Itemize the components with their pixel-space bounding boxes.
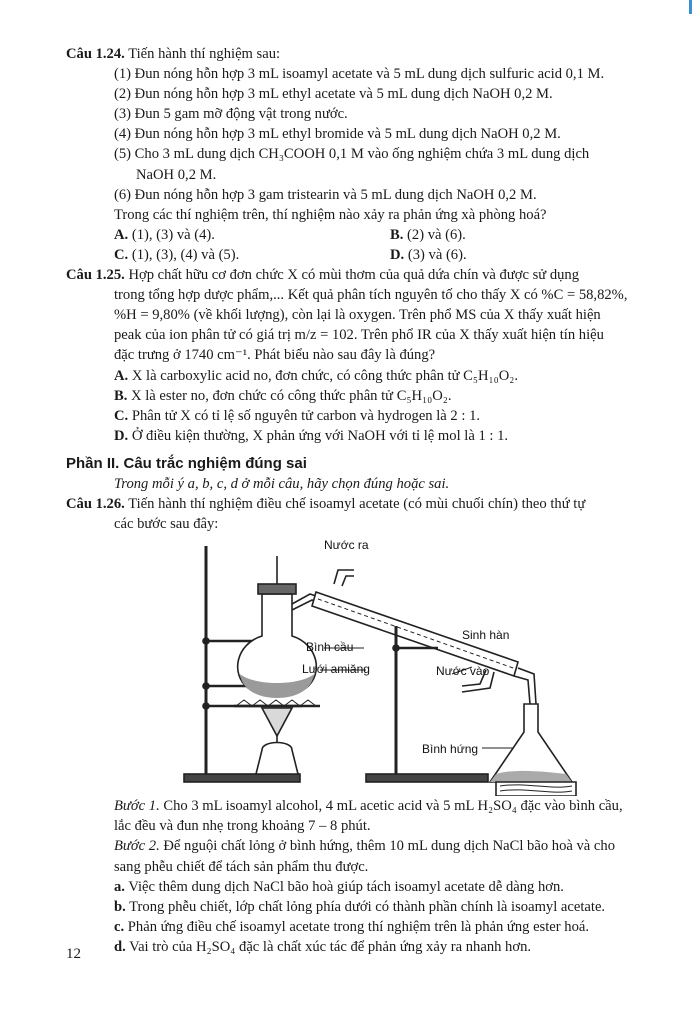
question-line: các bước sau đây: bbox=[114, 516, 219, 533]
step-1-line bbox=[66, 796, 666, 816]
option-d[interactable]: D. Ở điều kiện thường, X phản ứng với NaOH với tỉ lệ mol là 1 : 1. bbox=[114, 427, 509, 444]
label-gauze: Lưới amiăng bbox=[302, 662, 370, 677]
statement-c[interactable]: c. Phản ứng điều chế isoamyl acetate trong thí nghiệm trên là phản ứng ester hoá. bbox=[114, 918, 589, 935]
page-content bbox=[66, 44, 666, 957]
section-title: Phần II. Câu trắc nghiệm đúng sai bbox=[66, 454, 307, 472]
question-line: trong tổng hợp dược phẩm,... Kết quả phân tích nguyên tố cho thấy X có %C = 58,82%, bbox=[114, 287, 628, 304]
question-line: %H = 9,80% (về khối lượng), còn lại là oxygen. Trên phổ MS của X thấy xuất hiện bbox=[114, 307, 601, 324]
question-1-26 bbox=[66, 494, 666, 957]
option-c[interactable]: C. Phân tử X có tỉ lệ số nguyên tử carbon và hydrogen là 2 : 1. bbox=[114, 407, 481, 424]
question-label: Câu 1.25. bbox=[66, 267, 125, 284]
distillation-apparatus-figure bbox=[66, 536, 666, 796]
label-receiver: Bình hứng bbox=[422, 742, 479, 757]
option-b[interactable]: B. (2) và (6). bbox=[390, 226, 466, 243]
statement-b[interactable]: b. Trong phễu chiết, lớp chất lỏng phía dưới có thành phần chính là isoamyl acetate. bbox=[114, 898, 606, 915]
label-condenser: Sinh hàn bbox=[462, 628, 510, 643]
question-label: Câu 1.24. bbox=[66, 46, 125, 62]
page-number: 12 bbox=[66, 946, 81, 962]
question-prompt: Trong các thí nghiệm trên, thí nghiệm nào xảy ra phản ứng xà phòng hoá? bbox=[114, 206, 547, 223]
question-line: Tiến hành thí nghiệm điều chế isoamyl acetate (có mùi chuối chín) theo thứ tự bbox=[128, 496, 586, 513]
option-c[interactable]: C. (1), (3), (4) và (5). bbox=[114, 246, 240, 263]
experiment-item-4: (4) Đun nóng hỗn hợp 3 mL ethyl bromide và 5 mL dung dịch NaOH 0,2 M. bbox=[114, 126, 561, 143]
statement-a[interactable]: a. Việc thêm dung dịch NaCl bão hoà giúp tách isoamyl acetate dễ dàng hơn. bbox=[114, 878, 564, 895]
section-instruction: Trong mỗi ý a, b, c, d ở mỗi câu, hãy chọn đúng hoặc sai. bbox=[114, 475, 450, 492]
step-2-label: Bước 2. bbox=[114, 838, 160, 855]
experiment-item-5: (5) Cho 3 mL dung dịch CH₃COOH 0,1 M vào ống nghiệm chứa 3 mL dung dịch bbox=[114, 146, 590, 163]
step-2-cont: sang phễu chiết để tách sản phẩm thu được. bbox=[114, 858, 369, 875]
experiment-item-3: (3) Đun 5 gam mỡ động vật trong nước. bbox=[114, 106, 348, 123]
options-row bbox=[66, 225, 666, 245]
question-1-24 bbox=[66, 44, 666, 265]
option-a[interactable]: A. X là carboxylic acid no, đơn chức, có công thức phân tử C₅H₁₀O₂. bbox=[114, 367, 518, 384]
step-1-text: Cho 3 mL isoamyl alcohol, 4 mL acetic acid và 5 mL H₂SO₄ đặc vào bình cầu, bbox=[163, 798, 623, 815]
step-1-cont: lắc đều và đun nhẹ trong khoảng 7 – 8 phút. bbox=[114, 818, 371, 835]
option-b[interactable]: B. X là ester no, đơn chức có công thức phân tử C₅H₁₀O₂. bbox=[114, 387, 452, 404]
question-label: Câu 1.26. bbox=[66, 496, 125, 513]
statement-d[interactable]: d. Vai trò của H₂SO₄ đặc là chất xúc tác để phản ứng xảy ra nhanh hơn. bbox=[114, 938, 532, 955]
question-1-25 bbox=[66, 265, 666, 446]
step-1-label: Bước 1. bbox=[114, 798, 160, 815]
experiment-item-1: (1) Đun nóng hỗn hợp 3 mL isoamyl acetate và 5 mL dung dịch sulfuric acid 0,1 M. bbox=[114, 66, 605, 83]
experiment-item-5-cont: NaOH 0,2 M. bbox=[136, 166, 217, 183]
experiment-item-6: (6) Đun nóng hỗn hợp 3 gam tristearin và 5 mL dung dịch NaOH 0,2 M. bbox=[114, 186, 537, 203]
step-2-text: Để nguội chất lỏng ở bình hứng, thêm 10 mL dung dịch NaCl bão hoà và cho bbox=[163, 838, 615, 855]
question-line: peak của ion phân tử có giá trị m/z = 102. Trên phổ IR của X thấy xuất hiện tín hiệu bbox=[114, 327, 604, 344]
option-d[interactable]: D. (3) và (6). bbox=[390, 246, 467, 263]
question-intro: Tiến hành thí nghiệm sau: bbox=[128, 46, 281, 62]
label-water-out: Nước ra bbox=[324, 538, 369, 553]
question-line: Hợp chất hữu cơ đơn chức X có mùi thơm của quả dứa chín và được sử dụng bbox=[128, 267, 580, 284]
label-flask: Bình cầu bbox=[306, 640, 354, 655]
label-water-in: Nước vào bbox=[436, 664, 490, 679]
option-a[interactable]: A. (1), (3) và (4). bbox=[114, 226, 215, 243]
experiment-item-2: (2) Đun nóng hỗn hợp 3 mL ethyl acetate và 5 mL dung dịch NaOH 0,2 M. bbox=[114, 86, 553, 103]
options-row bbox=[66, 245, 666, 265]
question-line: đặc trưng ở 1740 cm⁻¹. Phát biểu nào sau đây là đúng? bbox=[114, 347, 436, 364]
step-2-line bbox=[66, 836, 666, 856]
